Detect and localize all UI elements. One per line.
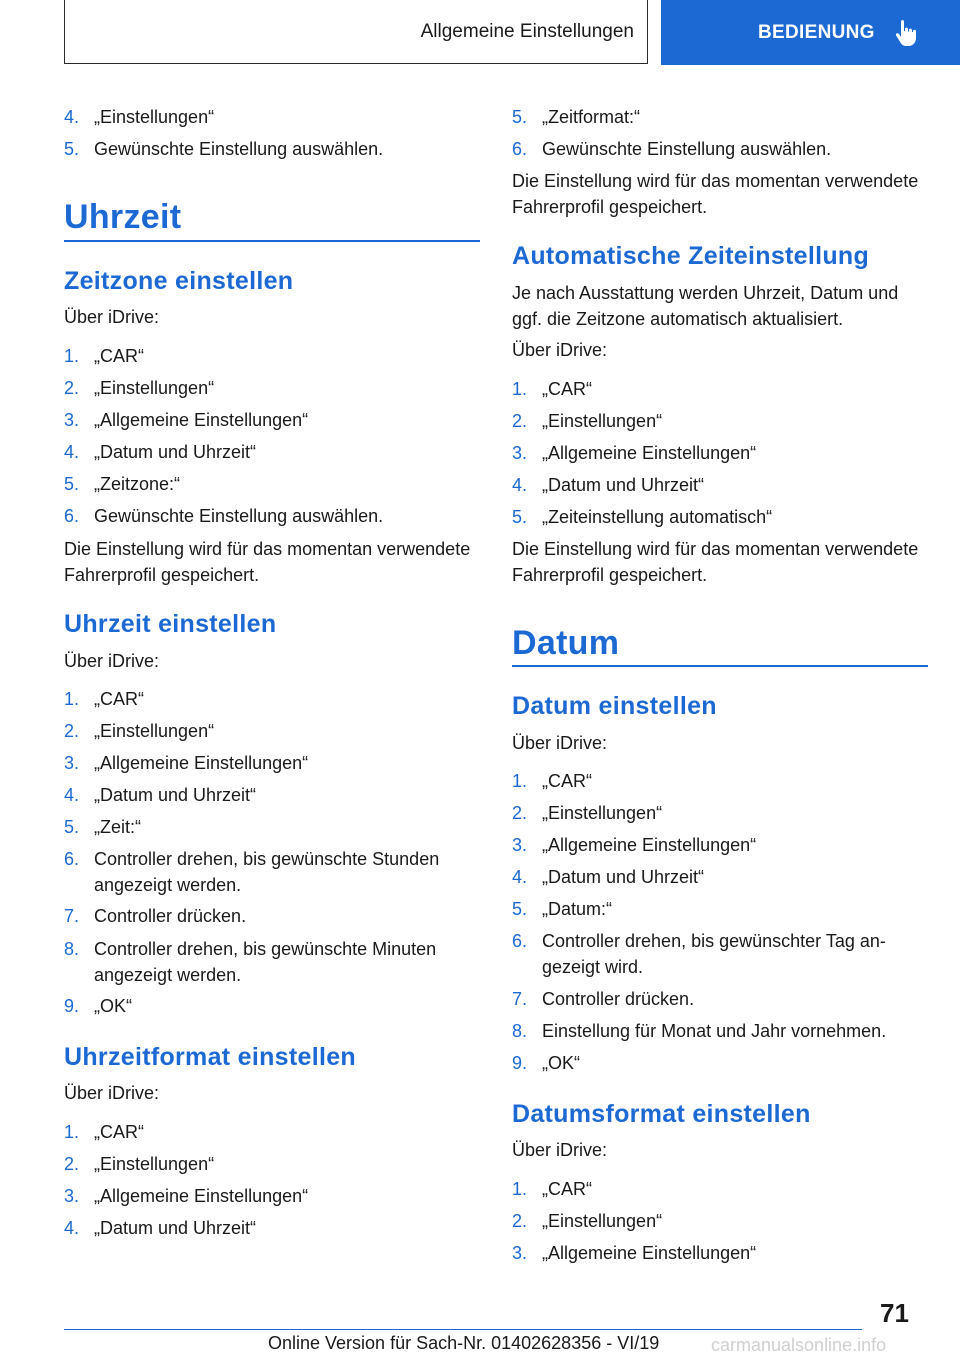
watermark-text: carmanualsonline.info [711, 1335, 887, 1355]
section-rule [512, 665, 928, 667]
heading-datumsformat: Datumsformat einstellen [512, 1100, 811, 1128]
header-chapter-tab[interactable] [661, 0, 960, 65]
section-title-uhrzeit: Uhrzeit [64, 198, 182, 236]
pointing-hand-icon [895, 20, 917, 46]
header-section-title: Allgemeine Einstellungen [420, 20, 634, 42]
heading-uhrzeit-einstellen: Uhrzeit einstellen [64, 610, 277, 638]
heading-zeitzone: Zeitzone einstellen [64, 267, 294, 295]
header-section-box [64, 0, 648, 64]
note-text: Die Einstellung wird für das momentan verwendete Fahrerprofil gespeichert. [512, 539, 919, 585]
intro-text: Über iDrive: [64, 651, 160, 671]
footer-rule [64, 1329, 862, 1330]
page-number: 71 [880, 1298, 909, 1328]
intro-text: Über iDrive: [512, 340, 608, 360]
note-text: Die Einstellung wird für das momentan verwendete Fahrerprofil gespeichert. [64, 539, 471, 585]
heading-uhrzeitformat: Uhrzeitformat einstellen [64, 1043, 356, 1071]
intro-text: Über iDrive: [512, 1140, 608, 1160]
heading-automatische-zeiteinstellung: Automatische Zeiteinstellung [512, 242, 870, 270]
heading-datum-einstellen: Datum einstellen [512, 692, 717, 720]
header-chapter-label: BEDIENUNG [758, 21, 875, 43]
footer-online-version: Online Version für Sach-Nr. 01402628356 - VI/19 [268, 1333, 660, 1353]
intro-text: Über iDrive: [64, 307, 160, 327]
description-text: Je nach Ausstattung werden Uhrzeit, Datum und ggf. die Zeitzone automatisch aktualisiert. [512, 283, 899, 329]
section-rule [64, 240, 480, 242]
intro-text: Über iDrive: [512, 733, 608, 753]
note-text: Die Einstellung wird für das momentan verwendete Fahrerprofil gespeichert. [512, 171, 919, 217]
intro-text: Über iDrive: [64, 1083, 160, 1103]
section-title-datum: Datum [512, 624, 620, 662]
